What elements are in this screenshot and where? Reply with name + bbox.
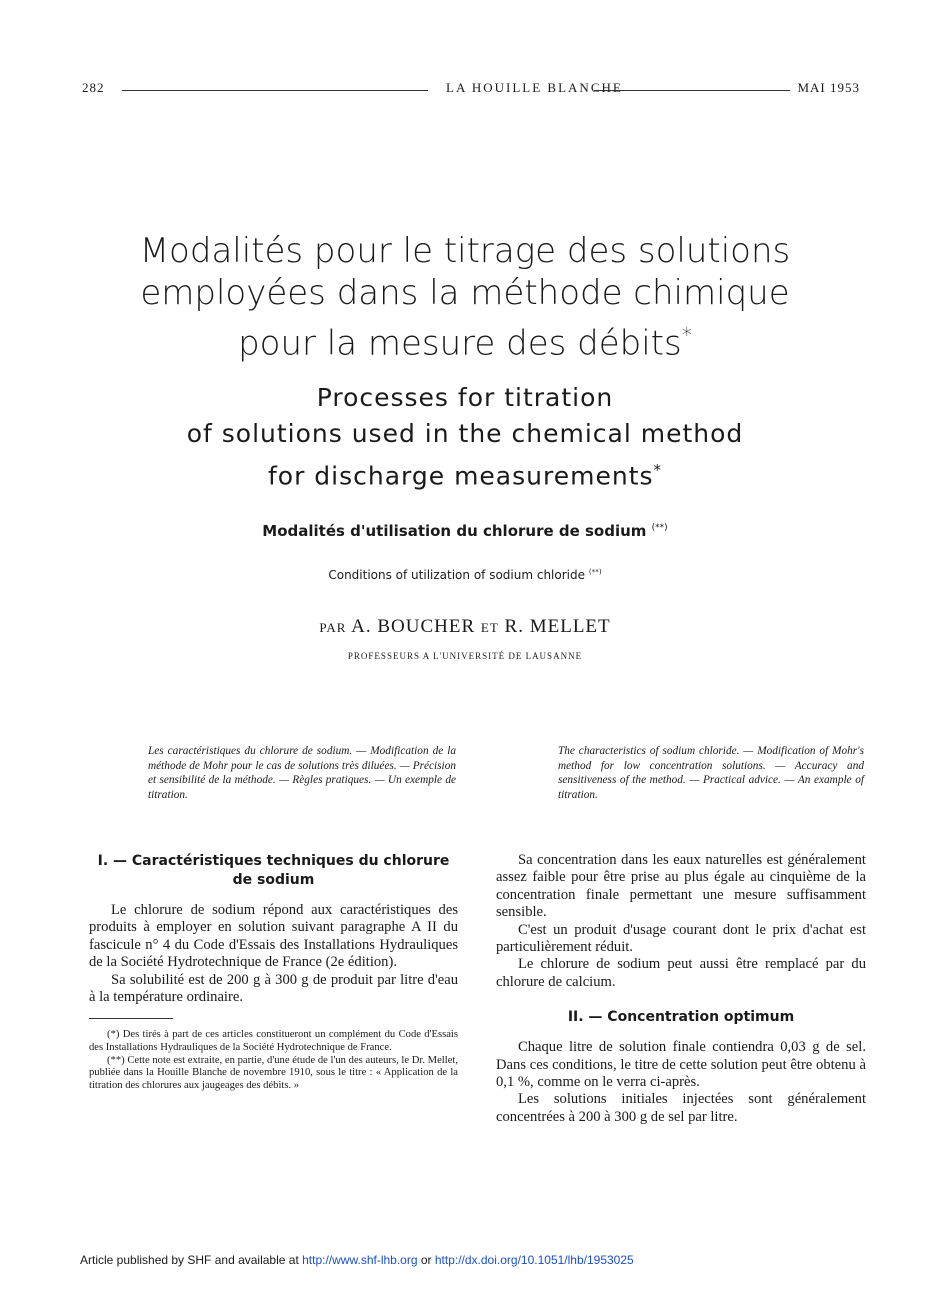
title-footnote-mark: * (653, 461, 663, 479)
title-footnote-mark: * (681, 323, 692, 347)
footnote: (*) Des tirés à part de ces articles constitueront un complément du Code d'Essais des Installations Hydrauliques de la Société Hydrotechnique de France. (89, 1029, 458, 1054)
paragraph: Le chlorure de sodium peut aussi être remplacé par du chlorure de calcium. (496, 956, 866, 990)
header-rule-left (122, 90, 428, 91)
right-column (496, 852, 866, 1126)
publication-footer: Article published by SHF and available at http://www.shf-lhb.org or http://dx.doi.org/10.1051/lhb/1953025 (80, 1253, 634, 1267)
doi-link[interactable]: http://dx.doi.org/10.1051/lhb/1953025 (434, 1253, 634, 1267)
author-name: A. BOUCHER (351, 616, 476, 637)
title-fr-line: Modalités pour le titrage des solutions (139, 231, 791, 271)
title-fr-line: pour la mesure des débits* (238, 323, 692, 364)
subtitle-footnote-mark: (**) (651, 523, 668, 533)
left-column (89, 852, 458, 1092)
title-french (80, 230, 850, 364)
subtitle-english: Conditions of utilization of sodium chloride (**) (328, 567, 602, 582)
paragraph: Le chlorure de sodium répond aux caractéristiques des produits à employer en solution suivant paragraphe A II du fascicule n° 4 du Code d'Essais des Installations Hydrauliques de la Société Hydrotechnique de France (2e édition). (89, 902, 458, 971)
paragraph: Chaque litre de solution finale contiendra 0,03 g de sel. Dans ces conditions, le titre de cette solution peut être obtenu à 0,1 %, comme on le verra ci-après. (496, 1039, 866, 1091)
journal-name: LA HOUILLE BLANCHE (446, 80, 623, 95)
issue-date: MAI 1953 (797, 80, 860, 95)
section-heading: II. — Concentration optimum (567, 1009, 795, 1026)
paragraph: Sa concentration dans les eaux naturelles est généralement assez faible pour être prise au plus égale au cinquième de la concentration finale permettant une mesure suffisamment sensible. (496, 852, 866, 921)
title-english (80, 380, 850, 494)
subtitle-footnote-mark: (**) (588, 567, 602, 576)
header-rule-right (594, 90, 790, 91)
page-number: 282 (82, 80, 105, 95)
subtitle-french: Modalités d'utilisation du chlorure de sodium (**) (262, 522, 668, 540)
footnote-rule (89, 1018, 173, 1019)
footnote: (**) Cette note est extraite, en partie, d'une étude de l'un des auteurs, le Dr. Mellet, publiée dans la Houille Blanche de novembre 1910, sous le titre : « Application de la titration des chlorures aux jaugeages des débits. » (89, 1054, 458, 1091)
abstract-english: The characteristics of sodium chloride. — Modification of Mohr's method for low concentration solutions. — Accuracy and sensitiveness of the method. — Practical advice. — An example of titration. (558, 745, 864, 801)
title-en-line: Processes for titration (316, 383, 614, 412)
title-en-line: for discharge measurements* (267, 461, 663, 491)
title-fr-line: employées dans la méthode chimique (140, 273, 790, 313)
title-en-line: of solutions used in the chemical method (186, 419, 744, 448)
author-name: R. MELLET (504, 616, 611, 637)
section-heading: I. — Caractéristiques techniques du chlorure de sodium (97, 853, 450, 888)
paragraph: Sa solubilité est de 200 g à 300 g de produit par litre d'eau à la température ordinaire. (89, 971, 458, 1006)
authors-line: PAR A. BOUCHER ET R. MELLET (319, 616, 611, 637)
shf-link[interactable]: http://www.shf-lhb.org (302, 1253, 418, 1267)
paragraph: Les solutions initiales injectées sont généralement concentrées à 200 à 300 g de sel par litre. (496, 1091, 866, 1125)
affiliation: PROFESSEURS A L'UNIVERSITÉ DE LAUSANNE (347, 651, 583, 661)
running-header (82, 80, 860, 98)
paragraph: C'est un produit d'usage courant dont le prix d'achat est particulièrement réduit. (496, 921, 866, 956)
abstract-french: Les caractéristiques du chlorure de sodium. — Modification de la méthode de Mohr pour le cas de solutions très diluées. — Précision et sensibilité de la méthode. — Règles pratiques. — Un exemple de titration. (148, 745, 456, 801)
